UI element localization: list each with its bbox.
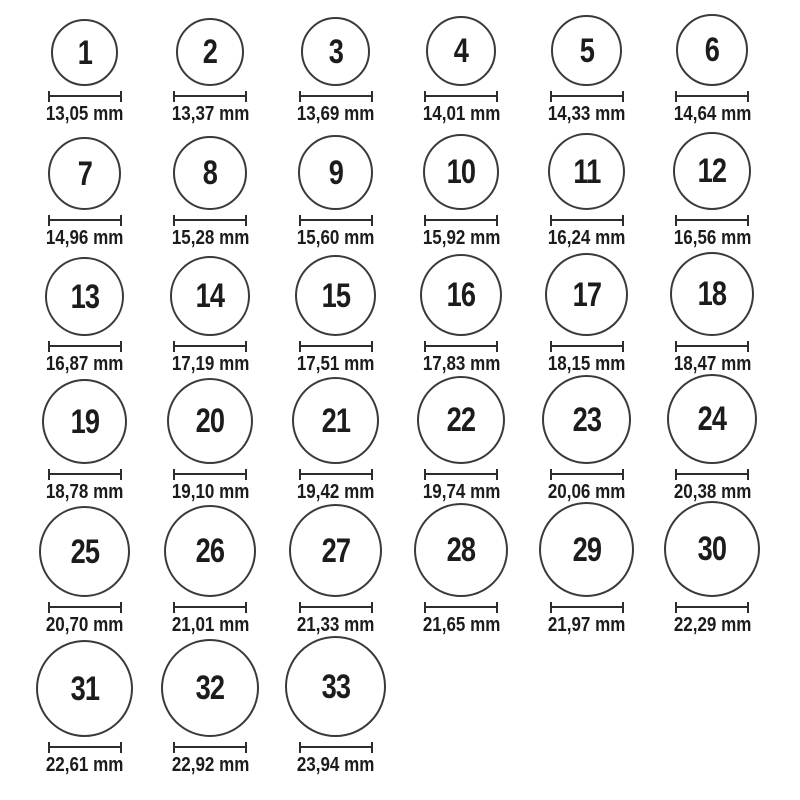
diameter-measure-line [299,215,373,226]
ring-circle [36,640,133,737]
diameter-measure-line [48,215,122,226]
ring-size-item [22,137,148,250]
diameter-measure-line [550,469,624,480]
diameter-label: 17,51 mm [296,353,375,375]
ring-number: 10 [446,153,476,191]
ring-row [22,14,800,126]
ring-size-item [399,254,525,376]
diameter-label: 17,19 mm [171,353,249,375]
ring-number: 33 [321,667,351,706]
ring-size-item [148,505,274,637]
diameter-label: 21,33 mm [296,614,375,636]
ring-circle [301,17,370,86]
diameter-label: 23,94 mm [296,754,375,776]
diameter-label: 18,78 mm [45,481,124,503]
diameter-label: 21,65 mm [422,614,500,636]
diameter-label: 15,28 mm [171,227,249,249]
ring-circle [48,137,121,210]
ring-size-item [273,255,399,376]
diameter-label: 14,64 mm [673,103,751,125]
diameter-measure-line [299,469,373,480]
diameter-measure-line [675,602,749,613]
diameter-label: 16,56 mm [673,227,751,249]
diameter-measure-line [675,215,749,226]
diameter-measure-line [299,341,373,352]
ring-circle [298,135,373,210]
ring-number: 9 [328,153,343,192]
ring-number: 21 [321,401,351,440]
diameter-label: 18,47 mm [673,353,751,375]
diameter-measure-line [173,215,247,226]
diameter-measure-line [48,91,122,102]
diameter-label: 16,87 mm [45,353,124,375]
ring-number: 18 [697,275,727,313]
ring-size-item [399,134,525,250]
diameter-label: 19,74 mm [422,481,500,503]
ring-circle [676,14,748,86]
ring-size-item [399,503,525,637]
ring-number: 22 [446,401,476,439]
ring-size-item [524,502,650,637]
diameter-measure-line [424,341,498,352]
ring-size-item [650,14,776,126]
diameter-measure-line [550,215,624,226]
diameter-label: 14,96 mm [45,227,124,249]
ring-size-item [650,501,776,637]
ring-circle [673,132,751,210]
diameter-label: 13,69 mm [296,103,375,125]
diameter-label: 15,60 mm [296,227,375,249]
diameter-label: 19,10 mm [171,481,249,503]
diameter-measure-line [48,469,122,480]
ring-number: 29 [572,530,602,569]
diameter-label: 20,38 mm [673,481,751,503]
ring-size-item [273,504,399,637]
ring-number: 13 [70,277,100,316]
diameter-label: 22,29 mm [673,614,751,636]
ring-row [22,504,800,637]
diameter-label: 13,37 mm [171,103,249,125]
ring-number: 6 [705,31,720,69]
ring-circle [667,374,757,464]
ring-number: 23 [572,400,602,439]
ring-number: 2 [203,33,218,71]
ring-number: 14 [195,277,225,315]
ring-circle [289,504,382,597]
ring-circle [167,378,253,464]
ring-size-item [148,256,274,376]
diameter-label: 22,61 mm [45,754,124,776]
ring-number: 16 [446,276,476,314]
ring-circle [42,379,127,464]
ring-circle [542,375,631,464]
ring-circle [292,377,379,464]
ring-circle [173,136,247,210]
diameter-label: 18,15 mm [547,353,626,375]
diameter-measure-line [424,215,498,226]
ring-size-item [148,18,274,126]
ring-circle [423,134,499,210]
ring-number: 25 [70,532,100,571]
diameter-label: 20,06 mm [547,481,626,503]
ring-number: 15 [321,276,351,315]
ring-circle [420,254,502,336]
ring-size-item [22,506,148,637]
ring-row [22,637,800,777]
ring-size-item [399,376,525,504]
ring-circle [39,506,130,597]
ring-size-item [650,252,776,376]
ring-size-item [524,375,650,504]
diameter-label: 14,33 mm [547,103,626,125]
ring-size-item [273,135,399,250]
ring-circle [417,376,505,464]
ring-size-item [148,378,274,504]
diameter-measure-line [675,91,749,102]
diameter-measure-line [550,91,624,102]
ring-number: 30 [697,530,727,568]
ring-circle [414,503,508,597]
diameter-measure-line [424,469,498,480]
diameter-measure-line [550,602,624,613]
ring-size-item [148,136,274,250]
ring-size-item [22,19,148,126]
diameter-measure-line [173,91,247,102]
diameter-measure-line [48,341,122,352]
ring-number: 4 [454,32,469,70]
ring-number: 19 [70,402,100,441]
ring-number: 32 [195,669,225,707]
ring-number: 20 [195,402,225,440]
ring-circle [161,639,259,737]
diameter-label: 13,05 mm [45,103,124,125]
ring-circle [545,253,628,336]
ring-number: 1 [77,33,92,72]
diameter-measure-line [675,341,749,352]
ring-number: 7 [77,154,92,193]
ring-circle [551,15,622,86]
diameter-label: 16,24 mm [547,227,626,249]
diameter-measure-line [299,742,373,753]
ring-size-item [273,17,399,126]
ring-circle [539,502,634,597]
ring-number: 12 [697,152,727,190]
diameter-label: 14,01 mm [422,103,500,125]
ring-number: 28 [446,531,476,569]
ring-circle [295,255,376,336]
ring-size-item [524,133,650,250]
diameter-measure-line [424,91,498,102]
ring-circle [664,501,760,597]
ring-size-item [22,640,148,777]
diameter-label: 20,70 mm [45,614,124,636]
diameter-label: 21,01 mm [171,614,249,636]
diameter-measure-line [48,742,122,753]
diameter-label: 22,92 mm [171,754,249,776]
ring-number: 8 [203,154,218,192]
ring-row [22,126,800,250]
diameter-measure-line [173,469,247,480]
ring-number: 11 [573,152,601,191]
ring-size-item [273,636,399,777]
ring-number: 27 [321,531,351,570]
diameter-measure-line [173,341,247,352]
ring-circle [176,18,244,86]
diameter-measure-line [299,602,373,613]
ring-size-item [273,377,399,504]
diameter-measure-line [675,469,749,480]
ring-circle [670,252,754,336]
ring-circle [51,19,118,86]
ring-size-item [650,374,776,504]
diameter-label: 17,83 mm [422,353,500,375]
ring-circle [548,133,625,210]
ring-size-item [524,15,650,126]
diameter-measure-line [299,91,373,102]
ring-row [22,250,800,376]
ring-number: 24 [697,400,727,438]
diameter-measure-line [173,602,247,613]
ring-size-item [148,639,274,777]
ring-circle [426,16,496,86]
ring-circle [285,636,386,737]
ring-size-item [22,379,148,504]
ring-number: 17 [572,275,602,314]
ring-number: 3 [328,32,343,71]
diameter-measure-line [424,602,498,613]
ring-row [22,376,800,504]
ring-number: 26 [195,532,225,570]
diameter-label: 21,97 mm [547,614,626,636]
ring-size-item [524,253,650,376]
diameter-label: 19,42 mm [296,481,375,503]
diameter-measure-line [550,341,624,352]
ring-circle [45,257,124,336]
ring-circle [170,256,250,336]
ring-size-item [399,16,525,126]
ring-number: 31 [70,669,100,708]
ring-number: 5 [579,31,594,70]
ring-size-item [650,132,776,250]
diameter-measure-line [173,742,247,753]
diameter-label: 15,92 mm [422,227,500,249]
ring-circle [164,505,256,597]
diameter-measure-line [48,602,122,613]
ring-size-item [22,257,148,376]
